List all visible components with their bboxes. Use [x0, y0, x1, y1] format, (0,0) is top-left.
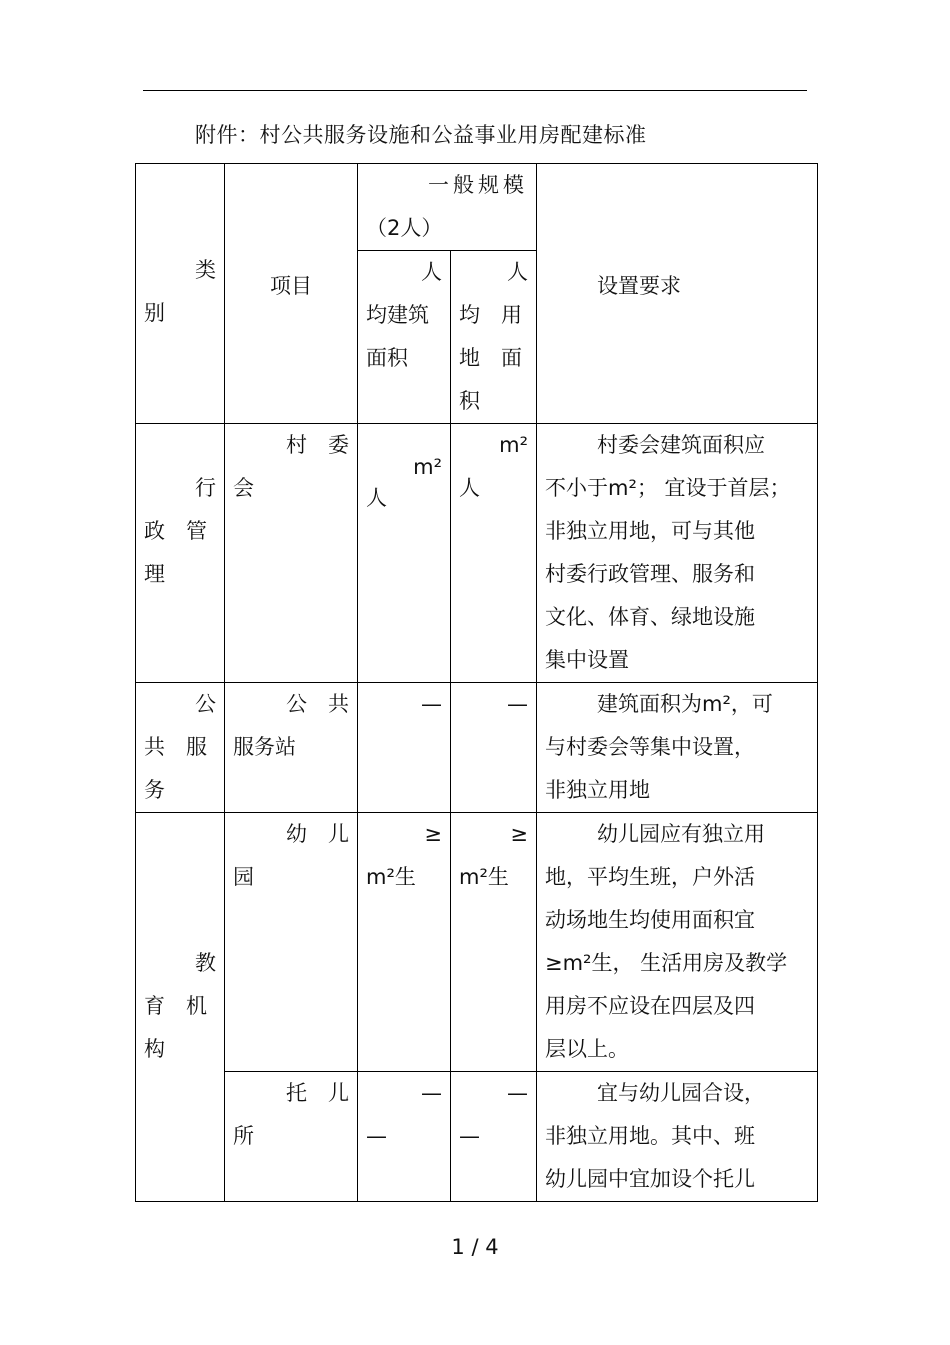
header-category-line: 别: [144, 301, 165, 325]
requirements-cell: [537, 1072, 818, 1202]
requirements-line: 村委会建筑面积应: [597, 433, 765, 457]
document-title: 附件：村公共服务设施和公益事业用房配建标准: [195, 123, 647, 147]
building-area-line: 人: [366, 486, 387, 510]
requirements-line: 用房不应设在四层及四: [545, 994, 755, 1018]
item-line: 会: [233, 476, 254, 500]
category-cell: [136, 424, 225, 683]
header-category-cell: [136, 164, 225, 424]
requirements-cell: [537, 424, 818, 683]
category-cell: [136, 813, 225, 1202]
requirements-line: 层以上。: [545, 1037, 629, 1061]
item-line: 托 儿: [286, 1081, 349, 1105]
requirements-line: 非独立用地。其中、班: [545, 1124, 755, 1148]
header-land-line: 均 用: [459, 303, 522, 327]
land-area-cell: [451, 424, 537, 683]
item-cell: [225, 683, 358, 813]
requirements-line: 幼儿园中宜加设个托儿: [545, 1167, 755, 1191]
item-line: 服务站: [233, 735, 296, 759]
category-line: 务: [144, 778, 165, 802]
requirements-line: 非独立用地，可与其他: [545, 519, 755, 543]
header-row: [136, 164, 818, 251]
category-line: 教: [195, 951, 216, 975]
item-cell: [225, 424, 358, 683]
header-rule: [143, 90, 807, 91]
header-scale-title: 一般规模: [428, 173, 528, 197]
header-item-label: 项目: [270, 274, 312, 298]
building-area-line: —: [421, 1081, 442, 1105]
header-category-line: 类: [195, 258, 216, 282]
header-land-line: 人: [507, 260, 528, 284]
requirements-cell: [537, 813, 818, 1072]
table-row: [136, 683, 818, 813]
header-land-line: 积: [459, 389, 480, 413]
building-area-cell: [358, 683, 451, 813]
building-area-line: —: [421, 692, 442, 716]
requirements-line: 动场地生均使用面积宜: [545, 908, 755, 932]
building-area-line: m²生: [366, 865, 416, 889]
header-land-line: 地 面: [459, 346, 522, 370]
table-row: [136, 424, 818, 683]
category-cell: [136, 683, 225, 813]
building-area-cell: [358, 424, 451, 683]
header-requirements-label: 设置要求: [597, 274, 681, 298]
land-area-cell: [451, 683, 537, 813]
requirements-cell: [537, 683, 818, 813]
land-area-line: ≥: [510, 822, 528, 846]
category-line: 行: [195, 476, 216, 500]
item-cell: [225, 813, 358, 1072]
requirements-line: 文化、体育、绿地设施: [545, 605, 755, 629]
requirements-line: ≥m²生， 生活用房及教学: [545, 951, 788, 975]
requirements-line: 与村委会等集中设置，: [545, 735, 755, 759]
header-item-cell: [225, 164, 358, 424]
header-scale-subtitle: （2人）: [366, 216, 443, 240]
land-area-line: m²生: [459, 865, 509, 889]
header-requirements-cell: [537, 164, 818, 424]
land-area-line: —: [507, 692, 528, 716]
item-line: 村 委: [286, 433, 349, 457]
header-building-line: 人: [421, 260, 442, 284]
item-line: 园: [233, 865, 254, 889]
item-line: 幼 儿: [286, 822, 349, 846]
header-land-area-cell: [451, 251, 537, 424]
requirements-line: 非独立用地: [545, 778, 650, 802]
header-building-area-cell: [358, 251, 451, 424]
building-area-line: —: [366, 1124, 387, 1148]
building-area-cell: [358, 813, 451, 1072]
building-area-line: ≥: [424, 822, 442, 846]
requirements-line: 建筑面积为m²，可: [597, 692, 773, 716]
category-line: 理: [144, 562, 165, 586]
requirements-line: 集中设置: [545, 648, 629, 672]
building-area-line: m²: [413, 455, 442, 479]
requirements-line: 幼儿园应有独立用: [597, 822, 765, 846]
category-line: 育 机: [144, 994, 207, 1018]
header-scale-cell: [358, 164, 537, 251]
item-cell: [225, 1072, 358, 1202]
land-area-line: —: [507, 1081, 528, 1105]
header-building-line: 均建筑: [366, 303, 429, 327]
table-row: [136, 1072, 818, 1202]
requirements-line: 宜与幼儿园合设，: [597, 1081, 765, 1105]
item-line: 公 共: [286, 692, 349, 716]
requirements-line: 村委行政管理、服务和: [545, 562, 755, 586]
land-area-cell: [451, 813, 537, 1072]
building-area-cell: [358, 1072, 451, 1202]
category-line: 共 服: [144, 735, 207, 759]
requirements-line: 地，平均生班，户外活: [545, 865, 755, 889]
category-line: 政 管: [144, 519, 207, 543]
land-area-line: m²: [499, 433, 528, 457]
category-line: [136, 424, 224, 467]
requirements-line: 不小于m²； 宜设于首层；: [545, 476, 791, 500]
table-row: [136, 813, 818, 1072]
land-area-line: 人: [459, 476, 480, 500]
land-area-line: —: [459, 1124, 480, 1148]
category-line: 公: [195, 692, 216, 716]
page-number: 1 / 4: [451, 1235, 499, 1259]
facility-standards-table: [135, 163, 818, 1202]
land-area-cell: [451, 1072, 537, 1202]
category-line: 构: [144, 1037, 165, 1061]
header-building-line: 面积: [366, 346, 408, 370]
item-line: 所: [233, 1124, 254, 1148]
